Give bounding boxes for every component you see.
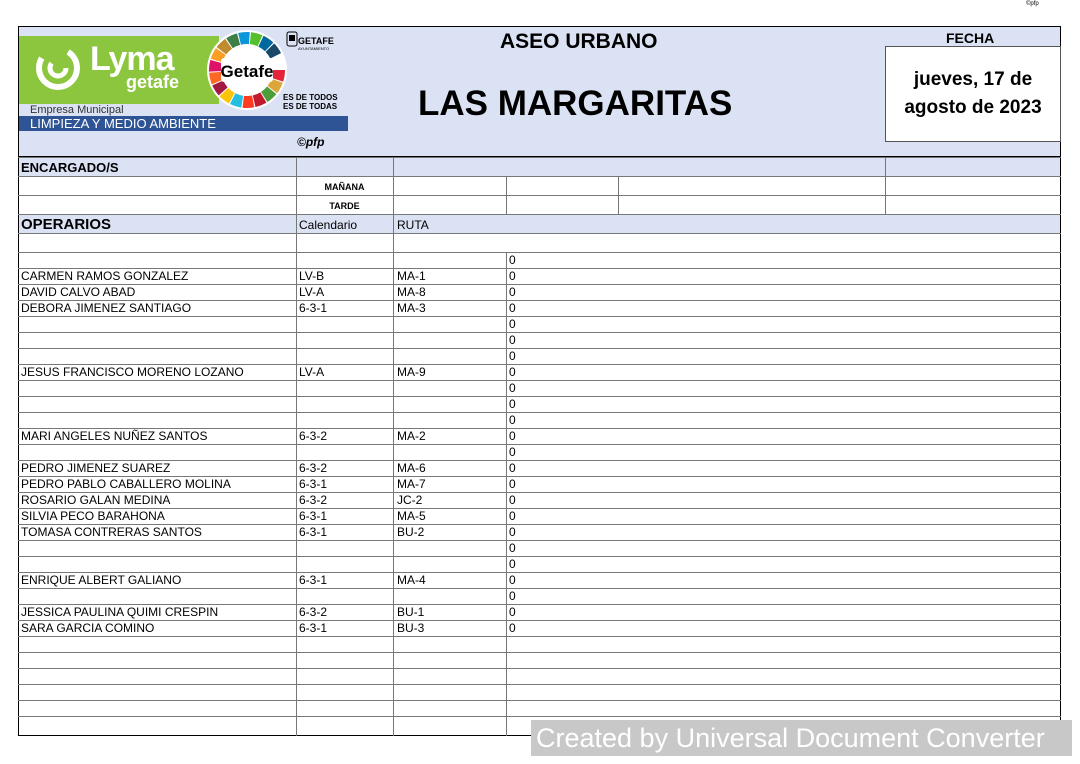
operario-value: 0	[509, 349, 516, 363]
column-divider	[393, 317, 394, 333]
column-divider	[393, 557, 394, 573]
operario-value: 0	[509, 381, 516, 395]
column-divider	[393, 333, 394, 349]
column-divider	[393, 621, 394, 637]
column-divider	[506, 445, 507, 461]
encargados-label: ENCARGADO/S	[21, 160, 119, 175]
operario-value: 0	[509, 285, 516, 299]
column-divider	[393, 701, 394, 717]
limpieza-text: LIMPIEZA Y MEDIO AMBIENTE	[30, 116, 216, 131]
column-divider	[506, 541, 507, 557]
column-divider	[296, 717, 297, 736]
column-divider	[296, 349, 297, 365]
operario-name: DAVID CALVO ABAD	[21, 285, 136, 299]
operario-calendario: 6-3-1	[299, 621, 328, 635]
fecha-value	[890, 66, 1056, 122]
column-divider	[393, 349, 394, 365]
column-divider	[296, 669, 297, 685]
operario-ruta: MA-3	[397, 301, 426, 315]
column-divider	[506, 701, 507, 717]
column-divider	[393, 637, 394, 653]
operario-name: SILVIA PECO BARAHONA	[21, 509, 165, 523]
operario-calendario: 6-3-2	[299, 461, 328, 475]
column-divider	[506, 461, 507, 477]
column-divider	[506, 685, 507, 701]
operario-value: 0	[509, 573, 516, 587]
column-divider	[296, 589, 297, 605]
operario-ruta: MA-9	[397, 365, 426, 379]
column-divider	[296, 413, 297, 429]
row-divider	[18, 636, 1061, 637]
column-divider	[296, 234, 297, 253]
operario-ruta: MA-5	[397, 509, 426, 523]
operario-value: 0	[509, 301, 516, 315]
operario-value: 0	[509, 397, 516, 411]
operarios-band	[19, 215, 1060, 233]
row-divider	[18, 620, 1061, 621]
operario-ruta: BU-2	[397, 525, 425, 539]
row-divider	[18, 716, 1061, 717]
operario-name: JESSICA PAULINA QUIMI CRESPIN	[21, 605, 219, 619]
column-divider	[506, 605, 507, 621]
column-divider	[393, 541, 394, 557]
row-divider	[18, 668, 1061, 669]
row-divider	[18, 540, 1061, 541]
operario-value: 0	[509, 445, 516, 459]
operario-value: 0	[509, 317, 516, 331]
operario-value: 0	[509, 605, 516, 619]
column-divider	[506, 525, 507, 541]
column-divider	[506, 493, 507, 509]
row-divider	[18, 252, 1061, 253]
column-divider	[506, 573, 507, 589]
slogan-line-2: ES DE TODAS	[283, 102, 338, 111]
column-divider	[393, 461, 394, 477]
operario-calendario: 6-3-2	[299, 429, 328, 443]
operario-value: 0	[509, 557, 516, 571]
operario-name: JESUS FRANCISCO MORENO LOZANO	[21, 365, 244, 379]
column-divider	[393, 509, 394, 525]
column-divider	[296, 253, 297, 269]
operario-value: 0	[509, 525, 516, 539]
column-divider	[296, 541, 297, 557]
operario-name: DEBORA JIMENEZ SANTIAGO	[21, 301, 192, 315]
slogan-line-1: ES DE TODOS	[283, 93, 338, 102]
column-divider	[296, 317, 297, 333]
row-divider	[18, 508, 1061, 509]
column-divider	[506, 589, 507, 605]
luma-subword: getafe	[126, 72, 180, 92]
column-divider	[393, 269, 394, 285]
column-divider	[506, 669, 507, 685]
manana-label: MAÑANA	[324, 182, 365, 192]
operario-calendario: 6-3-2	[299, 605, 328, 619]
row-divider	[18, 316, 1061, 317]
operario-calendario: 6-3-1	[299, 301, 328, 315]
row-divider	[18, 556, 1061, 557]
row-divider	[18, 412, 1061, 413]
operario-value: 0	[509, 429, 516, 443]
column-divider	[393, 477, 394, 493]
column-divider	[506, 253, 507, 269]
operario-value: 0	[509, 461, 516, 475]
column-divider	[506, 653, 507, 669]
location-title: LAS MARGARITAS	[418, 84, 733, 123]
row-divider	[18, 444, 1061, 445]
operario-name: ENRIQUE ALBERT GALIANO	[21, 573, 182, 587]
row-divider	[18, 652, 1061, 653]
operario-name: MARI ANGELES NUÑEZ SANTOS	[21, 429, 208, 443]
operario-name: TOMASA CONTRERAS SANTOS	[21, 525, 202, 539]
operario-ruta: BU-3	[397, 621, 425, 635]
luma-wordmark: Lyma	[90, 40, 174, 78]
column-divider	[506, 269, 507, 285]
row-divider	[18, 700, 1061, 701]
operario-calendario: 6-3-1	[299, 525, 328, 539]
operario-ruta: MA-2	[397, 429, 426, 443]
column-divider	[296, 301, 297, 317]
ods-label: Getafe	[220, 62, 274, 81]
operario-value: 0	[509, 477, 516, 491]
operario-name: ROSARIO GALAN MEDINA	[21, 493, 171, 507]
ayuntamiento-name: GETAFE	[298, 36, 334, 46]
column-divider	[393, 653, 394, 669]
empresa-municipal-text: Empresa Municipal	[30, 104, 124, 116]
operario-calendario: 6-3-1	[299, 477, 328, 491]
operario-calendario: 6-3-1	[299, 573, 328, 587]
operario-value: 0	[509, 589, 516, 603]
ruta-header: RUTA	[397, 218, 429, 232]
column-divider	[393, 413, 394, 429]
column-divider	[296, 701, 297, 717]
operario-value: 0	[509, 333, 516, 347]
luma-swirl-icon	[30, 44, 86, 92]
operario-ruta: JC-2	[397, 493, 423, 507]
operario-value: 0	[509, 509, 516, 523]
column-divider	[393, 234, 394, 253]
operarios-label: OPERARIOS	[21, 216, 112, 233]
operario-ruta: MA-7	[397, 477, 426, 491]
ayuntamiento-sub: AYUNTAMIENTO	[298, 46, 330, 51]
row-divider	[18, 332, 1061, 333]
column-divider	[393, 717, 394, 736]
operario-value: 0	[509, 253, 516, 267]
calendario-header: Calendario	[299, 218, 358, 232]
column-divider	[296, 269, 297, 285]
fecha-line-2: agosto de 2023	[904, 97, 1042, 118]
column-divider	[393, 589, 394, 605]
row-divider	[18, 284, 1061, 285]
column-divider	[296, 653, 297, 669]
column-divider	[506, 381, 507, 397]
fecha-label: FECHA	[946, 30, 995, 46]
operario-ruta: MA-1	[397, 269, 426, 283]
column-divider	[296, 573, 297, 589]
column-divider	[506, 637, 507, 653]
column-divider	[296, 381, 297, 397]
row-divider	[18, 588, 1061, 589]
column-divider	[296, 397, 297, 413]
operario-value: 0	[509, 493, 516, 507]
operario-value: 0	[509, 413, 516, 427]
column-divider	[506, 317, 507, 333]
column-divider	[506, 621, 507, 637]
column-divider	[506, 557, 507, 573]
column-divider	[296, 461, 297, 477]
column-divider	[296, 445, 297, 461]
column-divider	[296, 621, 297, 637]
operario-calendario: 6-3-2	[299, 493, 328, 507]
getafe-crest-icon	[286, 30, 298, 50]
row-divider	[18, 348, 1061, 349]
operario-value: 0	[509, 365, 516, 379]
column-divider	[506, 301, 507, 317]
operario-name: CARMEN RAMOS GONZALEZ	[21, 269, 189, 283]
column-divider	[506, 509, 507, 525]
corner-pfp-mark: ©pfp	[1026, 1, 1039, 7]
row-divider	[18, 460, 1061, 461]
operario-value: 0	[509, 541, 516, 555]
column-divider	[393, 493, 394, 509]
column-divider	[296, 333, 297, 349]
operario-ruta: MA-8	[397, 285, 426, 299]
column-divider	[393, 285, 394, 301]
column-divider	[296, 509, 297, 525]
column-divider	[393, 301, 394, 317]
column-divider	[393, 397, 394, 413]
column-divider	[393, 685, 394, 701]
tarde-label: TARDE	[329, 201, 360, 211]
ods-wheel-icon	[205, 28, 289, 112]
operario-calendario: 6-3-1	[299, 509, 328, 523]
operario-value: 0	[509, 269, 516, 283]
column-divider	[393, 253, 394, 269]
operario-ruta: MA-6	[397, 461, 426, 475]
watermark-text: Created by Universal Document Converter	[536, 723, 1045, 753]
column-divider	[506, 397, 507, 413]
service-title: ASEO URBANO	[500, 30, 658, 53]
column-divider	[296, 285, 297, 301]
column-divider	[506, 365, 507, 381]
encargados-band	[19, 158, 1060, 176]
operario-calendario: LV-A	[299, 365, 325, 379]
column-divider	[296, 493, 297, 509]
column-divider	[393, 429, 394, 445]
column-divider	[296, 605, 297, 621]
column-divider	[506, 285, 507, 301]
operario-name: PEDRO JIMENEZ SUAREZ	[21, 461, 171, 475]
row-divider	[18, 684, 1061, 685]
operario-value: 0	[509, 621, 516, 635]
column-divider	[296, 557, 297, 573]
column-divider	[296, 685, 297, 701]
column-divider	[393, 445, 394, 461]
operario-ruta: MA-4	[397, 573, 426, 587]
column-divider	[296, 525, 297, 541]
column-divider	[296, 365, 297, 381]
column-divider	[506, 477, 507, 493]
operario-calendario: LV-B	[299, 269, 325, 283]
column-divider	[393, 669, 394, 685]
column-divider	[393, 365, 394, 381]
column-divider	[506, 429, 507, 445]
column-divider	[393, 525, 394, 541]
column-divider	[393, 605, 394, 621]
row-divider	[18, 396, 1061, 397]
pfp-mark: ©pfp	[297, 135, 325, 149]
row-divider	[18, 380, 1061, 381]
operario-calendario: LV-A	[299, 285, 325, 299]
column-divider	[393, 381, 394, 397]
column-divider	[506, 333, 507, 349]
fecha-line-1: jueves, 17 de	[913, 69, 1033, 90]
operario-name: SARA GARCIA COMINO	[21, 621, 155, 635]
operario-ruta: BU-1	[397, 605, 425, 619]
column-divider	[506, 349, 507, 365]
column-divider	[393, 573, 394, 589]
row-divider	[18, 492, 1061, 493]
column-divider	[506, 717, 507, 736]
column-divider	[296, 429, 297, 445]
column-divider	[506, 413, 507, 429]
column-divider	[296, 477, 297, 493]
column-divider	[296, 637, 297, 653]
operario-name: PEDRO PABLO CABALLERO MOLINA	[21, 477, 231, 491]
